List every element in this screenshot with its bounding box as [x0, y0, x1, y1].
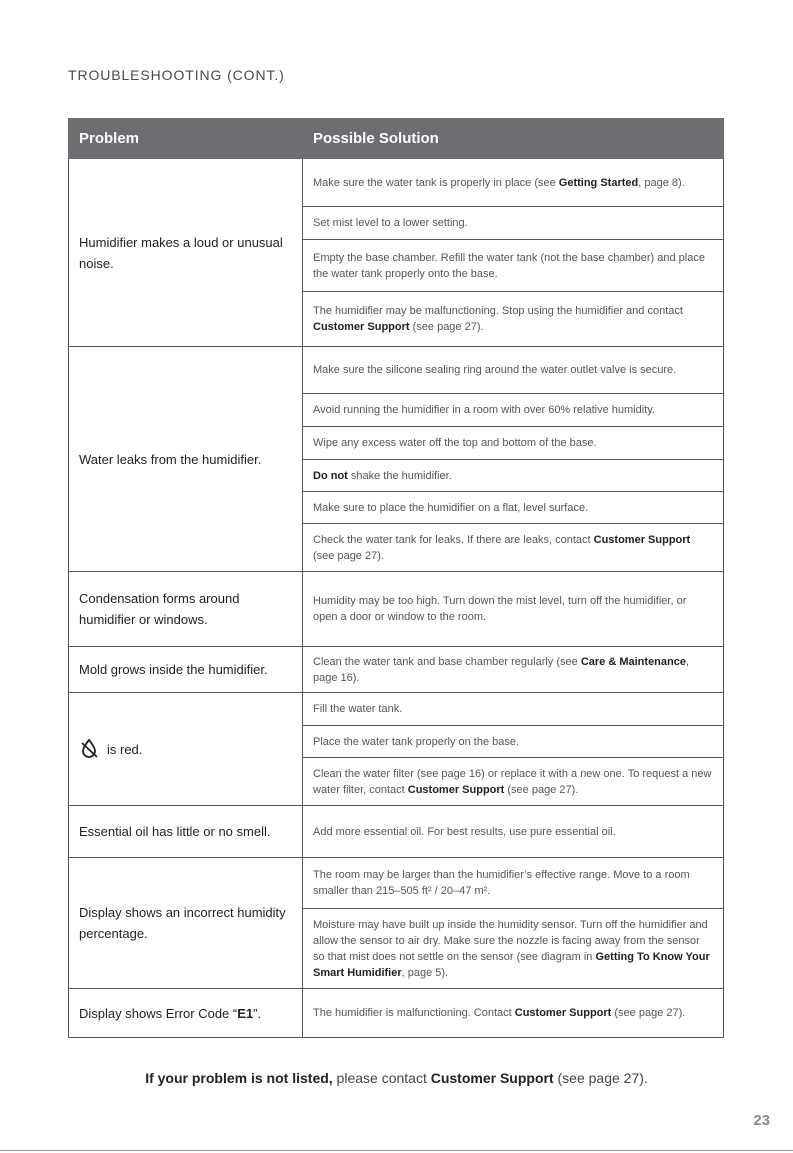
bottom-rule	[0, 1150, 793, 1151]
text-run: The humidifier may be malfunctioning. Stop using the humidifier and contact	[313, 305, 683, 317]
solution-cell	[303, 572, 724, 647]
problem-cell	[69, 647, 303, 693]
solution-cell	[303, 647, 724, 693]
problem-cell	[69, 347, 303, 572]
text-run: Moisture may have built up inside the humidity sensor. Turn off the humidifier and allow the sensor to air dry. Make sure the nozzle is facing away from the sensor so that mist does not settle on the sensor (see diagram in	[313, 918, 708, 963]
table-row	[69, 572, 724, 647]
bold-text: Customer Support	[430, 1070, 554, 1086]
bold-text: Care & Maintenance	[580, 655, 686, 668]
bold-text: E1	[237, 1005, 254, 1021]
table-row	[69, 858, 724, 909]
text-run: Make sure the water tank is properly in place (see	[313, 176, 559, 189]
bold-text: Getting To Know Your Smart Humidifier	[313, 950, 710, 979]
table-row	[69, 647, 724, 693]
bold-text: Customer Support	[593, 533, 691, 546]
text-run: Fill the water tank.	[313, 703, 403, 715]
table-header-row	[69, 119, 724, 159]
header-problem: Problem	[69, 119, 303, 159]
text-run: Check the water tank for leaks. If there are leaks, contact	[313, 533, 594, 546]
text-run: (see page 27).	[611, 1007, 686, 1019]
solution-cell	[303, 806, 724, 858]
solution-cell	[303, 858, 724, 909]
bold-text: Customer Support	[407, 783, 505, 796]
bold-text: Getting Started	[558, 176, 639, 189]
solution-cell	[303, 989, 724, 1038]
problem-text: Condensation forms around humidifier or windows.	[79, 591, 240, 627]
solution-cell	[303, 292, 724, 347]
table-body	[69, 159, 724, 1038]
problem-text: is red.	[107, 742, 143, 757]
solution-cell	[303, 693, 724, 726]
table-row	[69, 806, 724, 858]
text-run: Clean the water filter (see page 16) or replace it with a new one. To request a new water filter, contact	[313, 767, 712, 796]
problem-cell	[69, 159, 303, 347]
text-run: Make sure to place the humidifier on a flat, level surface.	[313, 501, 589, 514]
solution-cell	[303, 524, 724, 572]
problem-text: Display shows an incorrect humidity percentage.	[79, 905, 286, 941]
solution-cell	[303, 726, 724, 758]
problem-cell	[69, 858, 303, 989]
table-row	[69, 159, 724, 207]
footer-note	[0, 1070, 793, 1086]
solution-cell	[303, 347, 724, 394]
bold-text: Do not	[313, 469, 348, 482]
problem-text: Humidifier makes a loud or unusual noise.	[79, 234, 283, 271]
table-row	[69, 347, 724, 394]
text-run: Add more essential oil. For best results, use pure essential oil.	[313, 825, 616, 838]
solution-cell	[303, 207, 724, 240]
text-run: (see page 27).	[553, 1070, 648, 1086]
table-row	[69, 693, 724, 726]
text-run: (see page 27).	[409, 321, 484, 333]
solution-cell	[303, 909, 724, 989]
text-run: (see page 27).	[313, 549, 384, 562]
text-run: shake the humidifier.	[347, 469, 452, 482]
solution-cell	[303, 492, 724, 524]
solution-cell	[303, 758, 724, 806]
text-run: Empty the base chamber. Refill the water tank (not the base chamber) and place the water tank properly onto the base.	[313, 251, 705, 280]
page-number: 23	[753, 1112, 770, 1129]
page-title: TROUBLESHOOTING (CONT.)	[68, 67, 285, 83]
text-run: , page 8).	[638, 176, 685, 189]
text-run: Avoid running the humidifier in a room with over 60% relative humidity.	[313, 404, 655, 416]
text-run: (see page 27).	[504, 783, 579, 796]
problem-text: Mold grows inside the humidifier.	[79, 662, 268, 677]
no-water-drop-icon	[79, 738, 99, 758]
troubleshooting-table	[68, 118, 724, 1038]
bold-text: If your problem is not listed,	[145, 1070, 333, 1086]
problem-cell	[69, 572, 303, 647]
table-row	[69, 989, 724, 1038]
text-run: Place the water tank properly on the base.	[313, 735, 520, 748]
solution-cell	[303, 159, 724, 207]
solution-cell	[303, 394, 724, 427]
header-possible-solution: Possible Solution	[303, 119, 724, 159]
solution-cell	[303, 427, 724, 460]
solution-cell	[303, 240, 724, 292]
text-run: ”.	[253, 1005, 262, 1021]
problem-cell	[69, 693, 303, 806]
problem-text: Essential oil has little or no smell.	[79, 824, 271, 839]
text-run: The humidifier is malfunctioning. Contact	[313, 1007, 515, 1019]
text-run: Set mist level to a lower setting.	[313, 217, 468, 229]
bold-text: Customer Support	[313, 321, 410, 333]
text-run: The room may be larger than the humidifier’s effective range. Move to a room smaller than 215–505 ft² / 20–47 m².	[313, 869, 690, 897]
text-run: please contact	[332, 1070, 431, 1086]
text-run: , page 16).	[313, 655, 690, 684]
text-run: Make sure the silicone sealing ring around the water outlet valve is secure.	[313, 364, 677, 376]
problem-cell	[69, 806, 303, 858]
text-run: Clean the water tank and base chamber regularly (see	[313, 655, 581, 668]
text-run: Display shows Error Code “	[79, 1005, 238, 1021]
problem-text: Water leaks from the humidifier.	[79, 451, 262, 467]
text-run: Humidity may be too high. Turn down the mist level, turn off the humidifier, or open a door or window to the room.	[313, 595, 687, 623]
bold-text: Customer Support	[514, 1007, 612, 1019]
problem-cell	[69, 989, 303, 1038]
text-run: Wipe any excess water off the top and bottom of the base.	[313, 437, 597, 449]
solution-cell	[303, 460, 724, 492]
text-run: , page 5).	[401, 966, 449, 979]
